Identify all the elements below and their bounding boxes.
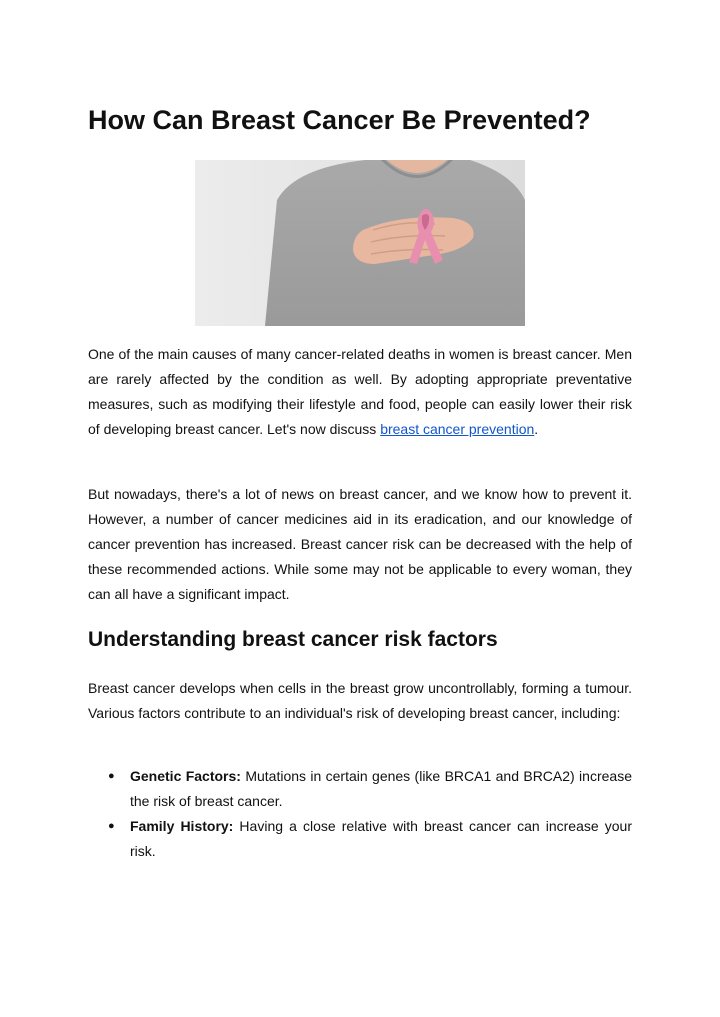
risk-intro-paragraph: Breast cancer develops when cells in the breast grow uncontrollably, forming a tumour. Various factors contribute to an individual's risk of developing breast cancer, including: — [88, 680, 632, 721]
list-item — [88, 814, 632, 864]
hero-image — [195, 160, 525, 326]
risk-factor-label: Family History: — [130, 818, 234, 834]
intro-period: . — [534, 421, 539, 437]
bullet-icon: ● — [108, 820, 115, 832]
breast-cancer-prevention-link[interactable]: breast cancer prevention — [380, 421, 535, 437]
risk-factor-list — [88, 764, 632, 864]
intro-text: One of the main causes of many cancer-related deaths in women is breast cancer. Men are rarely affected by the condition as well. By adopting appropriate preventative measures, such as modifying their lifestyle and food, people can easily lower their risk of developing breast cancer. Let's now discuss — [88, 346, 632, 437]
risk-factor-text: Having a close relative with breast cancer can increase your risk. — [130, 818, 632, 859]
list-item — [88, 764, 632, 814]
bullet-icon: ● — [108, 770, 115, 782]
page-title: How Can Breast Cancer Be Prevented? — [88, 105, 591, 135]
intro-paragraph — [88, 342, 632, 442]
woman-ribbon-illustration — [195, 160, 525, 326]
risk-factor-text: Mutations in certain genes (like BRCA1 and BRCA2) increase the risk of breast cancer. — [130, 768, 632, 809]
section-heading: Understanding breast cancer risk factors — [88, 628, 498, 651]
news-paragraph: But nowadays, there's a lot of news on breast cancer, and we know how to prevent it. However, a number of cancer medicines aid in its eradication, and our knowledge of cancer prevention has increased. Breast cancer risk can be decreased with the help of these recommended actions. While some may not be applicable to every woman, they can all have a significant impact. — [88, 486, 632, 602]
risk-factor-label: Genetic Factors: — [130, 768, 241, 784]
